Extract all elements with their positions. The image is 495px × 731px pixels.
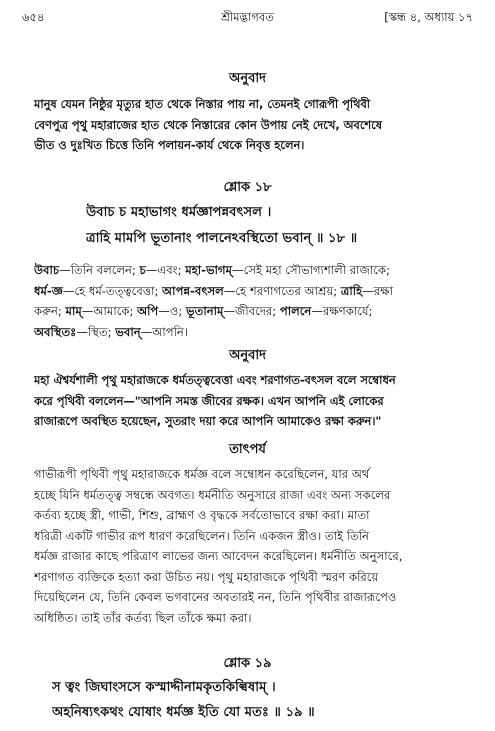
word-meaning: —রক্ষণকার্যে; [311, 304, 373, 318]
sanskrit-word: ধর্ম-জ্ঞ [34, 283, 63, 298]
word-meaning: —রক্ষা [362, 283, 393, 298]
verse-line: স ত্বং জিঘাংসসে কস্মাদ্দীনামকৃতকিল্বিষাম্ । [52, 680, 276, 695]
word-meaning: —স্থিত; [76, 324, 116, 339]
purport-text [34, 464, 473, 628]
word-meaning: —আমাকে; [81, 304, 138, 318]
sanskrit-word: ভবান্ [115, 324, 141, 339]
text-line: মহা ঐশ্বর্যশালী পৃথু মহারাজকে ধর্মতত্ত্ববেত্তা এবং শরণাগত-বৎসল বলে সম্বোধন [34, 373, 396, 387]
translation-heading: অনুবাদ [229, 348, 266, 363]
canto-chapter-label: [স্কন্ধ ৪, অধ্যায় ১৭ [384, 10, 473, 24]
word-meaning: —হে শরণাগতের আশ্রয়; [223, 283, 341, 298]
sanskrit-word: চ [139, 263, 146, 277]
text-line: গাভীরূপী পৃথিবী পৃথু মহারাজকে ধর্মজ্ঞ বলে সম্বোধন করেছিলেন, যার অর্থ [34, 467, 370, 481]
text-line: ধর্মজ্ঞ রাজার কাছে পরিত্রাণ লাভের জন্য আবেদন করেছিলেন। ধর্মনীতি অনুসারে, [34, 549, 403, 563]
verse-line: ত্রাহি মামপি ভূতানাং পালনেঽবস্থিতো ভবান্ ॥ ১৮ ॥ [86, 231, 358, 246]
synonyms-block [34, 260, 473, 342]
sanskrit-word: অপি [137, 304, 159, 318]
word-meaning: —ও; [158, 304, 187, 318]
sanskrit-word: অবস্থিতঃ [34, 324, 77, 339]
verse-heading: শ্লোক ১৯ [223, 656, 272, 671]
verse-line: অহনিষ্যৎকথং যোষাং ধর্মজ্ঞ ইতি যো মতঃ ॥ ১৯ ॥ [52, 705, 315, 720]
sanskrit-word: পালনে [279, 304, 312, 318]
synonym-line [34, 281, 473, 302]
verse-line: উবাচ চ মহাভাগং ধর্মজ্ঞাপন্নবৎসল । [86, 205, 272, 220]
text-line: বেণপুত্র পৃথু মহারাজের হাত থেকে নিস্তারের কোন উপায় নেই দেখে, অবশেষে [34, 117, 382, 132]
translation-heading: অনুবাদ [229, 71, 266, 86]
purport-heading: তাৎপর্য [229, 442, 266, 457]
word-meaning: —জীবদের; [223, 304, 280, 318]
text-line: কর্তব্য হচ্ছে স্ত্রী, গাভী, শিশু, ব্রাহ্মণ ও বৃদ্ধকে সর্বতোভাবে রক্ষা করা। মাতা [34, 508, 370, 522]
sanskrit-word: মহা-ভাগম্ [185, 263, 233, 277]
text-line: হচ্ছে যিনি ধর্মতত্ত্ব সম্বন্ধে অবগত। ধর্মনীতি অনুসারে রাজা এবং অন্য সকলের [34, 487, 391, 502]
page-number: ৬৫৪ [22, 10, 45, 24]
word-meaning: করুন; [34, 304, 66, 318]
text-line: শরণাগত ব্যক্তিকে হত্যা করা উচিত নয়। পৃথু মহারাজকে পৃথিবী স্মরণ করিয়ে [34, 569, 379, 584]
word-meaning: —আপনি। [140, 324, 188, 339]
word-meaning: —এবং; [145, 263, 186, 277]
sanskrit-word: ত্রাহি [340, 283, 363, 298]
text-line: মানুষ যেমন নিষ্ঠুর মৃত্যুর হাত থেকে নিস্তার পায় না, তেমনই গোরূপী পৃথিবী [34, 97, 371, 111]
verse-heading: শ্লোক ১৮ [223, 180, 272, 195]
sanskrit-word: মাম্ [65, 304, 82, 318]
translation-text [34, 370, 473, 432]
book-title: শ্রীমদ্ভাগবত [221, 10, 274, 24]
text-line: ভীত ও দুঃখিত চিত্তে তিনি পলায়ন-কার্য থেকে নিবৃত্ত হলেন। [34, 138, 305, 152]
word-meaning: —তিনি বললেন; [59, 263, 140, 277]
text-line: ধরিত্রী একটি গাভীর রূপ ধারণ করেছিলেন। তিনি একজন স্ত্রীও। তাই তিনি [34, 528, 369, 543]
synonym-line [34, 260, 473, 281]
word-meaning: —হে ধর্ম-তত্ত্ববেত্তা; [62, 283, 163, 298]
sanskrit-word: ভূতানাম্ [186, 304, 224, 318]
text-line: অধিষ্ঠিত। তাই তাঁর কর্তব্য ছিল তাঁকে ক্ষমা করা। [34, 610, 252, 625]
synonym-line [34, 322, 473, 343]
sanskrit-word: আপন্ন-বৎসল [162, 283, 224, 298]
sanskrit-word: উবাচ [34, 263, 60, 277]
word-meaning: —সেই মহা সৌভাগ্যশালী রাজাকে; [232, 263, 390, 277]
text-line: করে পৃথিবী বললেন—"আপনি সমস্ত জীবের রক্ষক। এখন আপনি এই লোকের [34, 393, 384, 408]
text-line: রাজারূপে অবস্থিত হয়েছেন, সুতরাং দয়া করে আপনি আমাকেও রক্ষা করুন।" [34, 414, 382, 428]
text-line: দিয়েছিলেন যে, তিনি কেবল ভগবানের অবতারই নন, তিনি পৃথিবীর রাজারূপেও [34, 590, 397, 604]
translation-text [34, 94, 473, 156]
page-header [22, 9, 473, 25]
synonym-line [34, 301, 473, 322]
